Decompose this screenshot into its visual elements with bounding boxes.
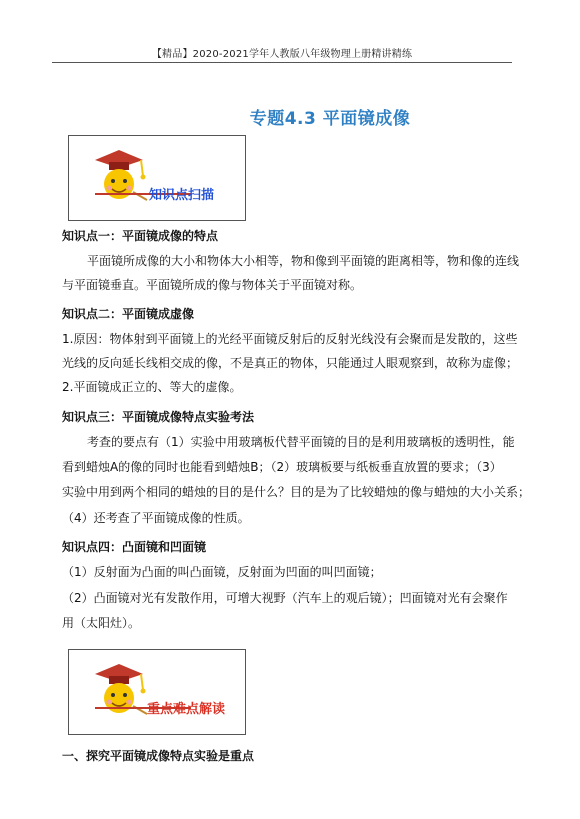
key-points-banner <box>68 649 246 735</box>
k4-heading: 知识点四：凸面镜和凹面镜 <box>62 540 207 554</box>
k4-line: （1）反射面为凸面的叫凸面镜，反射面为凹面的叫凹面镜； <box>62 565 382 579</box>
k3-heading: 知识点三：平面镜成像特点实验考法 <box>62 410 255 424</box>
k2-line: 光线的反向延长线相交成的像，不是真正的物体，只能通过人眼观察到，故称为虚像； <box>62 356 519 370</box>
k3-line: 考查的要点有（1）实验中用玻璃板代替平面镜的目的是利用玻璃板的透明性，能 <box>87 435 515 449</box>
k3-line: 实验中用到两个相同的蜡烛的目的是什么？目的是为了比较蜡烛的像与蜡烛的大小关系； <box>62 485 531 499</box>
k1-line: 平面镜所成像的大小和物体大小相等，物和像到平面镜的距离相等，物和像的连线 <box>87 254 520 268</box>
k1-heading: 知识点一：平面镜成像的特点 <box>62 229 219 243</box>
k4-line: （2）凸面镜对光有发散作用，可增大视野（汽车上的观后镜）；凹面镜对光有会聚作 <box>62 591 508 605</box>
k3-line: （4）还考查了平面镜成像的性质。 <box>62 511 250 525</box>
graduate-mascot-icon <box>89 658 149 722</box>
k2-line: 1.原因：物体射到平面镜上的光经平面镜反射后的反射光线没有会聚而是发散的，这些 <box>62 332 518 346</box>
banner-label: 重点难点解读 <box>147 702 226 717</box>
k2-line: 2.平面镜成正立的、等大的虚像。 <box>62 380 242 394</box>
k3-line: 看到蜡烛A的像的同时也能看到蜡烛B；（2）玻璃板要与纸板垂直放置的要求；（3） <box>62 460 502 474</box>
header-divider <box>52 62 512 63</box>
knowledge-scan-banner <box>68 135 246 221</box>
document-title: 专题4.3 平面镜成像 <box>249 109 411 129</box>
k1-line: 与平面镜垂直。平面镜所成的像与物体关于平面镜对称。 <box>62 278 363 292</box>
banner-label: 知识点扫描 <box>149 188 215 203</box>
page-header: 【精品】2020-2021学年人教版八年级物理上册精讲精练 <box>151 49 413 60</box>
section1-heading: 一、探究平面镜成像特点实验是重点 <box>62 749 255 763</box>
k2-heading: 知识点二：平面镜成虚像 <box>62 307 195 321</box>
graduate-mascot-icon <box>89 144 149 208</box>
k4-line: 用（太阳灶）。 <box>62 616 141 630</box>
